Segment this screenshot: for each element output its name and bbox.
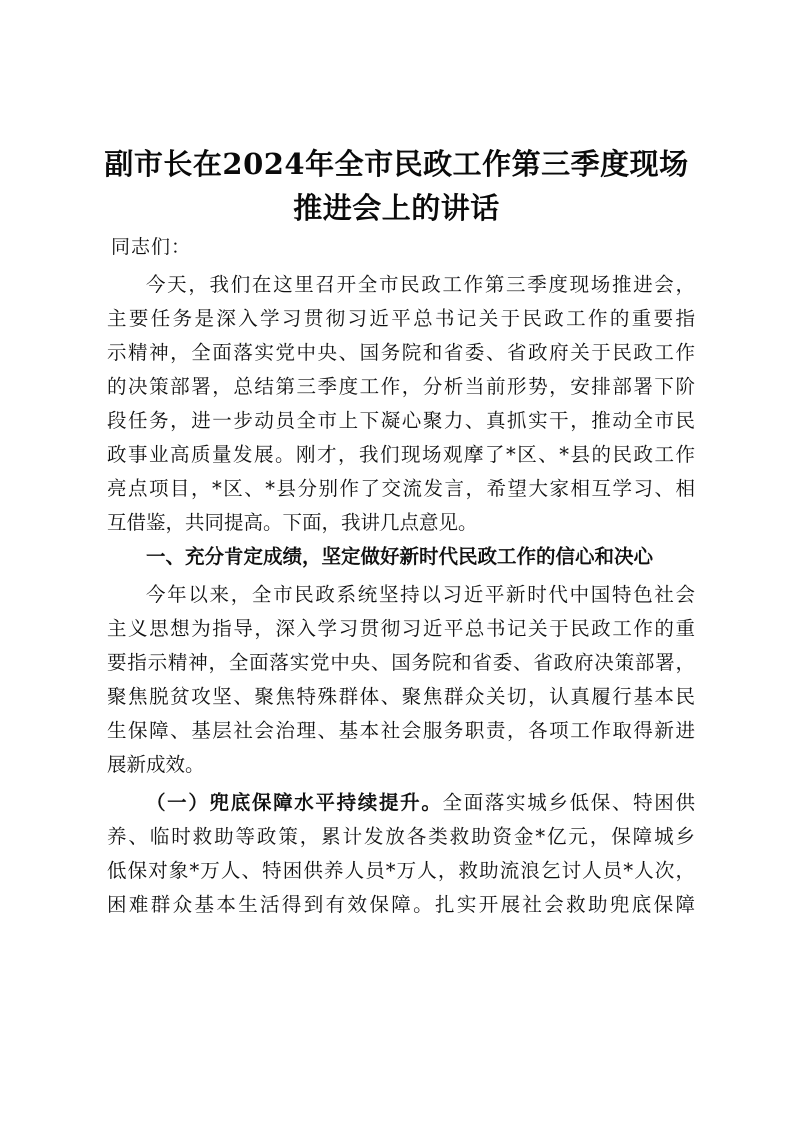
paragraph-line: 展新成效。 xyxy=(107,753,205,776)
section-heading-1: 一、充分肯定成绩，坚定做好新时代民政工作的信心和决心 xyxy=(146,545,654,568)
paragraph-line: 今年以来，全市民政系统坚持以习近平新时代中国特色社会 xyxy=(146,583,695,606)
paragraph-line: 的决策部署，总结第三季度工作，分析当前形势，安排部署下阶 xyxy=(107,375,695,398)
paragraph-3 xyxy=(107,786,695,922)
document-body xyxy=(107,268,695,922)
paragraph-line: 养、临时救助等政策，累计发放各类救助资金*亿元，保障城乡 xyxy=(107,825,695,848)
greeting: 同志们： xyxy=(111,236,192,258)
subsection-heading-1: （一）兜底保障水平持续提升。 xyxy=(146,791,443,814)
paragraph-2 xyxy=(107,578,695,782)
paragraph-line: 低保对象*万人、特困供养人员*万人，救助流浪乞讨人员*人次， xyxy=(107,859,695,882)
paragraph-line: 段任务，进一步动员全市上下凝心聚力、真抓实干，推动全市民 xyxy=(107,409,695,432)
paragraph-line: 主要任务是深入学习贯彻习近平总书记关于民政工作的重要指 xyxy=(107,307,695,330)
paragraph-line: 生保障、基层社会治理、基本社会服务职责，各项工作取得新进 xyxy=(107,719,695,742)
document-title-line-1: 副市长在2024年全市民政工作第三季度现场 xyxy=(104,147,689,181)
paragraph-line: 聚焦脱贫攻坚、聚焦特殊群体、聚焦群众关切，认真履行基本民 xyxy=(107,685,695,708)
paragraph-1 xyxy=(107,268,695,540)
paragraph-line xyxy=(107,786,695,820)
paragraph-line: 要指示精神，全面落实党中央、国务院和省委、省政府决策部署， xyxy=(107,651,695,674)
paragraph-line: 今天，我们在这里召开全市民政工作第三季度现场推进会， xyxy=(146,273,695,296)
paragraph-line: 政事业高质量发展。刚才，我们现场观摩了*区、*县的民政工作 xyxy=(107,443,695,466)
paragraph-line: 亮点项目，*区、*县分别作了交流发言，希望大家相互学习、相 xyxy=(107,477,695,500)
paragraph-line: 示精神，全面落实党中央、国务院和省委、省政府关于民政工作 xyxy=(107,341,695,364)
paragraph-line-rest: 全面落实城乡低保、特困供 xyxy=(442,791,695,814)
document-title-line-2: 推进会上的讲话 xyxy=(293,191,500,225)
paragraph-line: 困难群众基本生活得到有效保障。扎实开展社会救助兜底保障 xyxy=(107,893,695,916)
paragraph-line: 主义思想为指导，深入学习贯彻习近平总书记关于民政工作的重 xyxy=(107,617,695,640)
paragraph-line: 互借鉴，共同提高。下面，我讲几点意见。 xyxy=(107,511,478,534)
